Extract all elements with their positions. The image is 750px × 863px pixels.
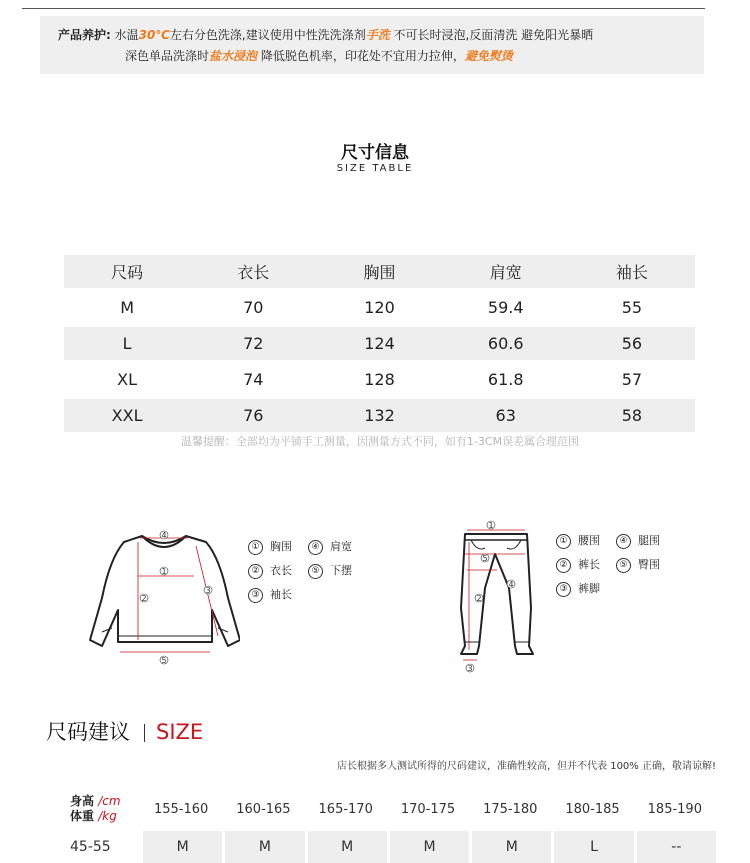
header-cell: 衣长 (237, 263, 270, 282)
svg-text:5: 5 (482, 554, 488, 563)
sweatshirt-legend (248, 538, 388, 608)
weight-unit: /kg (98, 809, 117, 823)
legend-item (556, 532, 600, 549)
care-hand-wash: 手洗 (365, 28, 390, 42)
table-cell: 60.6 (487, 334, 524, 353)
svg-text:4: 4 (508, 580, 514, 589)
care-salt-soak: 盐水浸泡 (209, 49, 258, 63)
header-cell: 胸围 (363, 263, 396, 282)
care-text: 不可长时浸泡,反面清洗 避免阳光暴晒 (389, 28, 594, 42)
table-row (64, 399, 695, 432)
size-recommend-note: 店长根据多人测试所得的尺码建议，准确性较高，但并不代表 100% 正确，敬请谅解! (337, 761, 716, 772)
legend-label: 肩宽 (330, 540, 352, 553)
table-cell: M (120, 298, 134, 317)
legend-label: 臀围 (638, 558, 660, 571)
legend-label: 腰围 (578, 534, 600, 547)
size-info-title: 尺寸信息 (341, 143, 409, 163)
size-info-subtitle: SIZE TABLE (336, 163, 414, 174)
legend-num: ⑤ (616, 558, 631, 573)
height-range: 180-185 (565, 801, 620, 817)
table-cell: 120 (364, 298, 395, 317)
care-instructions-box (40, 16, 704, 74)
table-row (70, 831, 716, 863)
legend-num: ④ (616, 534, 631, 549)
legend-label: 下摆 (330, 564, 352, 577)
height-label: 身高 (70, 794, 95, 808)
table-cell: 58 (621, 406, 643, 425)
weight-label: 体重 (70, 809, 95, 823)
table-cell: 56 (621, 334, 643, 353)
legend-item (248, 562, 292, 579)
table-cell: 70 (243, 298, 264, 317)
header-cell: 尺码 (111, 263, 144, 282)
legend-label: 裤长 (578, 558, 600, 571)
legend-item (616, 532, 660, 549)
legend-label: 袖长 (270, 588, 292, 601)
care-text: 深色单品洗涤时 (125, 49, 210, 63)
table-row (64, 327, 695, 360)
table-cell: L (122, 334, 132, 353)
care-line-2 (125, 46, 513, 67)
legend-label: 胸围 (270, 540, 292, 553)
title-separator (144, 724, 145, 742)
svg-text:1: 1 (161, 567, 167, 576)
size-table-header (64, 255, 695, 288)
height-range: 185-190 (647, 801, 702, 817)
table-cell: 59.4 (487, 298, 524, 317)
table-cell: 128 (364, 370, 395, 389)
table-cell: 132 (364, 406, 395, 425)
legend-label: 裤脚 (578, 582, 600, 595)
height-weight-label (70, 794, 140, 824)
legend-item (248, 538, 292, 555)
table-cell: XL (117, 370, 138, 389)
size-table (64, 255, 695, 435)
legend-item (556, 556, 600, 573)
legend-num: ③ (556, 582, 571, 597)
recommended-size: M (390, 831, 469, 863)
legend-item (248, 586, 292, 603)
height-unit: /cm (98, 794, 121, 808)
height-range: 175-180 (483, 801, 538, 817)
legend-item (556, 580, 600, 597)
size-recommend-title-zh: 尺码建议 (46, 720, 130, 744)
table-cell: 76 (243, 406, 264, 425)
header-cell: 袖长 (615, 263, 648, 282)
table-cell: 63 (495, 406, 516, 425)
legend-num: ④ (308, 540, 323, 555)
weight-range: 45-55 (70, 839, 111, 855)
table-cell: 55 (621, 298, 643, 317)
height-range: 170-175 (400, 801, 456, 817)
care-text: 降低脱色机率，印花处不宜用力拉伸， (257, 49, 465, 63)
care-temperature: 30℃ (138, 28, 170, 42)
svg-text:3: 3 (205, 586, 211, 595)
care-no-iron: 避免熨烫 (464, 49, 513, 63)
sweatshirt-diagram-icon (88, 528, 240, 668)
recommended-size: L (554, 831, 633, 863)
header-cell: 肩宽 (489, 263, 522, 282)
svg-text:4: 4 (161, 531, 167, 540)
height-range: 165-170 (318, 801, 373, 817)
table-cell: XXL (111, 406, 143, 425)
legend-num: ⑤ (308, 564, 323, 579)
recommended-size: M (225, 831, 304, 863)
care-label: 产品养护: (58, 28, 111, 42)
legend-item (616, 556, 660, 573)
recommended-size: M (472, 831, 551, 863)
recommended-size: M (308, 831, 387, 863)
legend-label: 腿围 (638, 534, 660, 547)
pants-diagram-icon (455, 518, 535, 674)
legend-num: ① (248, 540, 263, 555)
care-text: 水温 (114, 28, 139, 42)
table-row (64, 291, 695, 324)
top-divider (22, 8, 705, 9)
measurement-tip: 温馨提醒：全部均为平铺手工测量，因测量方式不同，如有1-3CM误差属合理范围 (180, 435, 580, 448)
svg-text:2: 2 (141, 594, 147, 603)
table-cell: 72 (243, 334, 264, 353)
legend-item (308, 562, 352, 579)
care-text: 左右分色洗涤,建议使用中性洗洗涤剂 (169, 28, 366, 42)
svg-text:1: 1 (488, 521, 494, 530)
legend-num: ③ (248, 588, 263, 603)
size-recommend-header (70, 792, 716, 826)
height-range: 160-165 (236, 801, 291, 817)
svg-text:5: 5 (161, 656, 167, 665)
recommended-size: -- (637, 831, 716, 863)
legend-label: 衣长 (270, 564, 292, 577)
height-range: 155-160 (153, 801, 209, 817)
table-row (64, 363, 695, 396)
table-cell: 61.8 (487, 370, 524, 389)
table-cell: 74 (243, 370, 264, 389)
legend-item (308, 538, 352, 555)
svg-text:2: 2 (476, 594, 482, 603)
size-recommend-title (46, 716, 203, 746)
pants-legend (556, 532, 696, 602)
legend-num: ② (556, 558, 571, 573)
recommended-size: M (143, 831, 222, 863)
table-cell: 124 (364, 334, 395, 353)
care-line-1 (58, 25, 593, 46)
table-cell: 57 (621, 370, 643, 389)
legend-num: ② (248, 564, 263, 579)
size-recommend-title-en: SIZE (156, 720, 204, 744)
svg-text:3: 3 (467, 664, 473, 673)
legend-num: ① (556, 534, 571, 549)
